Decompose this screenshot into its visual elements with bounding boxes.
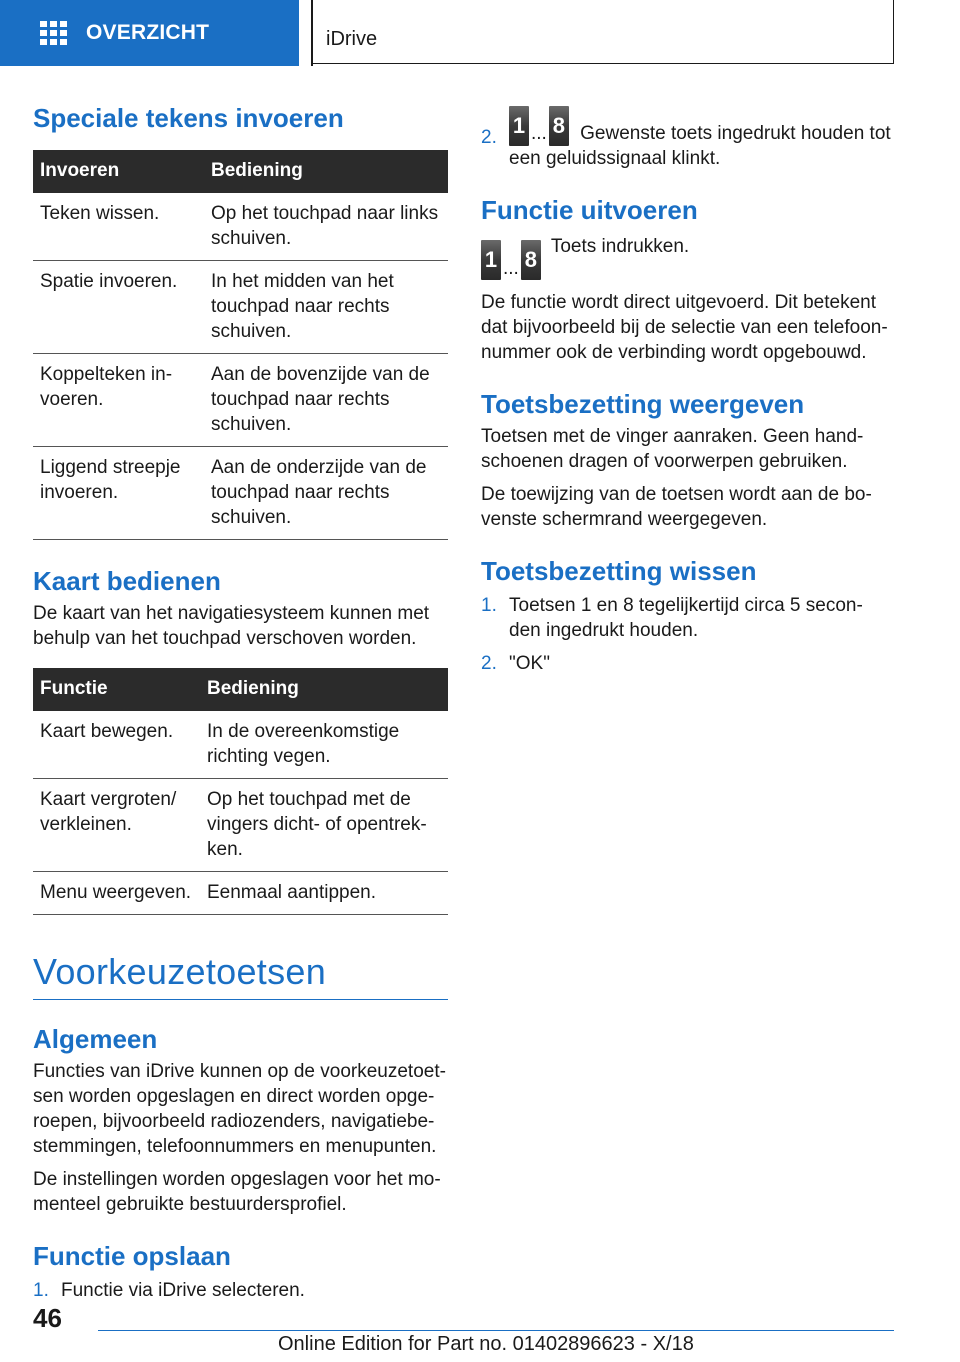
table-header-cell: Functie: [33, 668, 200, 711]
table-cell: Liggend streepje invoeren.: [33, 447, 204, 540]
table-cell: Teken wissen.: [33, 193, 204, 261]
list-item-number: 2.: [481, 127, 497, 148]
preset-key-1-icon: 1: [509, 106, 529, 146]
uitvoeren-text: Toets indrukken.: [550, 236, 690, 257]
table-speciale-tekens: [33, 150, 448, 540]
paragraph-weergeven-1: Toetsen met de vinger aanraken. Geen hand-schoenen dragen of voorwerpen gebruiken.: [481, 426, 864, 472]
list-item-text: "OK": [509, 653, 550, 674]
table-header-cell: Bediening: [204, 150, 448, 193]
table-header-cell: Invoeren: [33, 150, 204, 193]
table-row: [33, 711, 448, 779]
heading-toetsbezetting-weergeven: Toetsbezetting weergeven: [481, 389, 805, 419]
table-cell: Kaart vergroten/ verkleinen.: [33, 779, 200, 872]
table-cell: Op het touchpad naar links schuiven.: [204, 193, 448, 261]
heading-toetsbezetting-wissen: Toetsbezetting wissen: [481, 556, 757, 586]
ellipsis: ...: [503, 258, 519, 279]
heading-functie-opslaan: Functie opslaan: [33, 1241, 231, 1271]
list-item: [33, 1278, 448, 1303]
left-column: [33, 103, 448, 1303]
ellipsis: ...: [531, 123, 547, 144]
paragraph-algemeen-2: De instellingen worden opgeslagen voor het mo-menteel gebruikte bestuurdersprofiel.: [33, 1169, 441, 1215]
table-header-row: [33, 150, 448, 193]
heading-functie-uitvoeren: Functie uitvoeren: [481, 195, 698, 225]
paragraph-uitvoeren: De functie wordt direct uitgevoerd. Dit betekent dat bijvoorbeeld bij de selectie van een telefoon-nummer ook de verbinding wordt opgebouwd.: [481, 292, 888, 363]
table-header-row: [33, 668, 448, 711]
table-row: [33, 872, 448, 915]
heading-voorkeuzetoetsen: Voorkeuzetoetsen: [33, 951, 448, 1000]
heading-kaart-bedienen: Kaart bedienen: [33, 566, 221, 596]
table-header-cell: Bediening: [200, 668, 448, 711]
footer-edition: Online Edition for Part no. 01402896623 - X/18: [278, 1333, 694, 1355]
table-kaart-bedienen: [33, 668, 448, 915]
uitvoeren-instruction: [481, 234, 894, 280]
table-cell: Aan de bovenzijde van de touchpad naar rechts schuiven.: [204, 354, 448, 447]
preset-key-1-icon: 1: [481, 240, 501, 280]
header-chapter-label: iDrive: [326, 28, 378, 50]
table-row: [33, 447, 448, 540]
list-item-step-2: [481, 106, 894, 171]
list-item-number: 2.: [481, 653, 497, 674]
table-cell: Eenmaal aantippen.: [200, 872, 448, 915]
list-item-text: Toetsen 1 en 8 tegelijkertijd circa 5 secon-den ingedrukt houden.: [509, 595, 863, 641]
list-item: [481, 651, 894, 676]
header-section-label: OVERZICHT: [86, 21, 210, 44]
list-item-number: 1.: [33, 1280, 49, 1301]
preset-key-8-icon: 8: [521, 240, 541, 280]
table-cell: In de overeenkomstige richting vegen.: [200, 711, 448, 779]
table-row: [33, 193, 448, 261]
header-chapter-box: [311, 0, 894, 64]
preset-key-8-icon: 8: [549, 106, 569, 146]
paragraph-weergeven-2: De toewijzing van de toetsen wordt aan de bo-venste schermrand weergegeven.: [481, 484, 872, 530]
list-opslaan-steps: [33, 1278, 448, 1303]
header-section-tab[interactable]: [0, 0, 299, 66]
list-item-number: 1.: [481, 595, 497, 616]
heading-speciale-tekens: Speciale tekens invoeren: [33, 103, 344, 133]
paragraph-kaart: De kaart van het navigatiesysteem kunnen met behulp van het touchpad verschoven worden.: [33, 603, 430, 649]
list-wissen-steps: [481, 593, 894, 676]
page-number: 46: [33, 1303, 62, 1333]
table-cell: Op het touchpad met de vingers dicht- of opentrek-ken.: [200, 779, 448, 872]
table-cell: Aan de onderzijde van de touchpad naar rechts schuiven.: [204, 447, 448, 540]
table-cell: Spatie invoeren.: [33, 261, 204, 354]
table-cell: In het midden van het touchpad naar rechts schuiven.: [204, 261, 448, 354]
table-row: [33, 261, 448, 354]
list-item: [481, 593, 894, 643]
table-cell: Menu weergeven.: [33, 872, 200, 915]
table-row: [33, 354, 448, 447]
list-item-text: Gewenste toets ingedrukt houden tot een geluidssignaal klinkt.: [509, 123, 891, 169]
list-item-text: Functie via iDrive selecteren.: [61, 1280, 305, 1301]
table-row: [33, 779, 448, 872]
grid-menu-icon: [40, 21, 68, 45]
heading-algemeen: Algemeen: [33, 1024, 158, 1054]
right-column: [481, 106, 894, 676]
paragraph-algemeen-1: Functies van iDrive kunnen op de voorkeuzetoet-sen worden opgeslagen en direct worden opge-roepen, bijvoorbeeld radiozenders, navigatiebe-stemmingen, telefoonnummers en menupunten.: [33, 1061, 446, 1157]
table-cell: Kaart bewegen.: [33, 711, 200, 779]
table-cell: Koppelteken in-voeren.: [33, 354, 204, 447]
footer-rule: [98, 1330, 894, 1331]
